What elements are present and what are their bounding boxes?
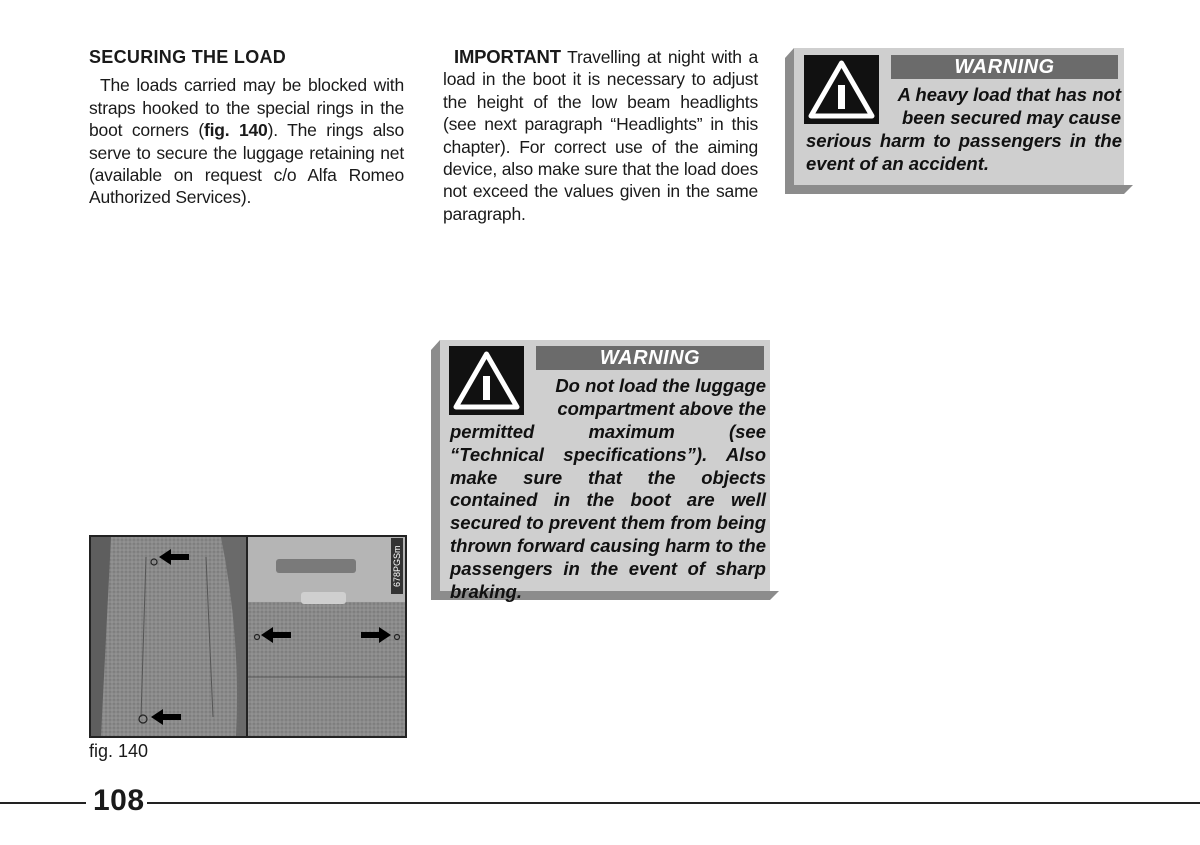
- footer-rule-right: [147, 802, 1200, 804]
- important-label: IMPORTANT: [454, 46, 561, 67]
- box-shadow-corner: [1124, 185, 1133, 194]
- footer-rule-left: [0, 802, 86, 804]
- important-text: Travelling at night with a load in the boot it is necessary to adjust the height of the low beam headlights (see next paragraph “Headlights” in this chapter). For correct use of the aiming device, also make sure that the load does not exceed the values given in the same paragraph.: [443, 47, 758, 224]
- warning-text-body: permitted maximum (see “Technical specifications”). Also make sure that the objects contained in the boot are well secured to prevent them from being thrown forward causing harm to the passengers in the event of sharp braking.: [450, 421, 766, 602]
- warning-text-line: been secured may cause: [901, 107, 1121, 128]
- box-shadow-left: [431, 350, 440, 591]
- box-shadow-corner: [770, 591, 779, 600]
- figure-code: 678PGSm: [391, 538, 403, 594]
- paragraph-text-end: ). The rings also serve to secure the luggage retaining net (available on request c/o Alfa Romeo Authorized Services).: [89, 120, 405, 208]
- warning-title-bar: WARNING: [891, 55, 1118, 79]
- paragraph-text-start: The loads carried may be blocked with straps hooked to the special rings in the boot corners (: [89, 75, 404, 141]
- figure-caption: fig. 140: [89, 741, 149, 761]
- column-left: [89, 46, 404, 209]
- box-shadow-bottom: [785, 185, 1124, 194]
- warning-text-line: A heavy load that has not: [897, 84, 1121, 105]
- box-shadow-corner: [785, 48, 794, 58]
- warning-text-line: compartment above the: [557, 398, 766, 419]
- warning-text-line: Do not load the luggage: [555, 375, 766, 396]
- securing-load-paragraph: [89, 74, 404, 208]
- warning-triangle-icon: [804, 55, 879, 124]
- box-shadow-corner: [431, 340, 440, 350]
- column-middle: [443, 46, 758, 225]
- page-number: 108: [93, 784, 145, 817]
- warning-title-bar: WARNING: [536, 346, 764, 370]
- warning-box-heavy-load: [794, 48, 1124, 185]
- warning-text-body: serious harm to passengers in the event of an accident.: [806, 130, 1122, 174]
- important-paragraph: [443, 46, 758, 225]
- box-shadow-left: [785, 58, 794, 185]
- warning-box-luggage: [440, 340, 770, 602]
- section-title: SECURING THE LOAD: [89, 47, 287, 67]
- warning-triangle-icon: [449, 346, 524, 415]
- boot-photo-illustration: [91, 537, 405, 736]
- boot-photo-figure: [89, 535, 407, 738]
- figure-reference: fig. 140: [203, 120, 268, 141]
